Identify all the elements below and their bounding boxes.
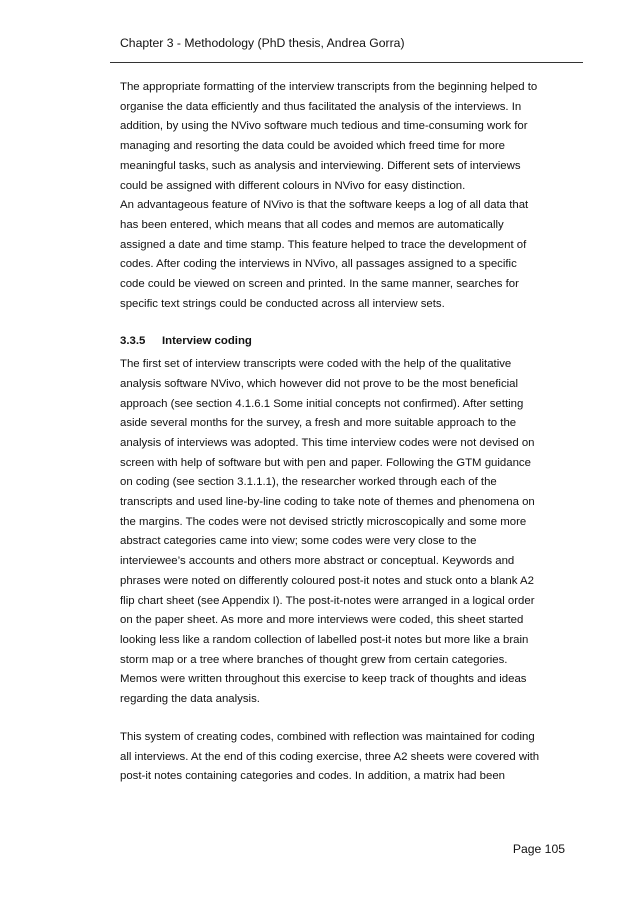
paragraph-nvivo-formatting [120, 78, 570, 196]
text-line: on coding (see section 3.1.1.1), the researcher worked through each of the [120, 476, 497, 489]
text-line: An advantageous feature of NVivo is that the software keeps a log of all data that [120, 199, 529, 212]
text-line: regarding the data analysis. [120, 693, 260, 706]
page-body [120, 78, 570, 787]
paragraph-nvivo-log-feature [120, 196, 570, 314]
section-number: 3.3.5 [120, 335, 146, 348]
running-header: Chapter 3 - Methodology (PhD thesis, Andrea Gorra) [120, 36, 405, 50]
text-line: analysis software NVivo, which however did not prove to be the most beneficial [120, 377, 519, 390]
text-line: has been entered, which means that all codes and memos are automatically [120, 218, 504, 231]
text-line: the margins. The codes were not devised strictly microscopically and some more [120, 515, 527, 528]
text-line: addition, by using the NVivo software much tedious and time-consuming work for [120, 120, 528, 133]
text-line: codes. After coding the interviews in NVivo, all passages assigned to a specific [120, 258, 517, 271]
text-line: The first set of interview transcripts were coded with the help of the qualitative [120, 358, 512, 371]
text-line: Memos were written throughout this exercise to keep track of thoughts and ideas [120, 673, 527, 686]
page-number: Page 105 [512, 842, 565, 856]
text-line: flip chart sheet (see Appendix I). The post-it-notes were arranged in a logical order [120, 594, 535, 607]
text-line: abstract categories came into view; some codes were very close to the [120, 535, 477, 548]
text-line: storm map or a tree where branches of thought grew from certain categories. [120, 653, 508, 666]
text-line: organise the data efficiently and thus facilitated the analysis of the interviews. In [120, 100, 522, 113]
text-line: meaningful tasks, such as analysis and interviewing. Different sets of interviews [120, 159, 521, 172]
text-line: could be assigned with different colours in NVivo for easy distinction. [120, 179, 466, 192]
text-line: This system of creating codes, combined with reflection was maintained for coding [120, 730, 535, 743]
text-line: phrases were noted on differently coloured post-it notes and stuck onto a blank A2 [120, 574, 534, 587]
text-line: on the paper sheet. As more and more interviews were coded, this sheet started [120, 614, 524, 627]
paragraph-interview-coding [120, 355, 570, 710]
text-line: managing and resorting the data could be avoided which freed time for more [120, 140, 505, 153]
text-line: code could be viewed on screen and printed. In the same manner, searches for [120, 278, 519, 291]
text-line: approach (see section 4.1.6.1 Some initial concepts not confirmed). After setting [120, 397, 524, 410]
text-line: assigned a date and time stamp. This feature helped to trace the development of [120, 238, 527, 251]
text-line: screen with help of software but with pen and paper. Following the GTM guidance [120, 456, 531, 469]
paragraph-coding-system [120, 728, 570, 787]
section-heading [120, 332, 570, 352]
text-line: post-it notes containing categories and codes. In addition, a matrix had been [120, 770, 505, 783]
section-title: Interview coding [162, 335, 252, 348]
text-line: specific text strings could be conducted across all interview sets. [120, 297, 445, 310]
text-line: looking less like a random collection of labelled post-it notes but more like a brain [120, 633, 529, 646]
text-line: The appropriate formatting of the interview transcripts from the beginning helped to [120, 81, 538, 93]
text-line: all interviews. At the end of this coding exercise, three A2 sheets were covered with [120, 750, 540, 763]
header-rule [110, 62, 583, 63]
paragraph-gap [120, 710, 570, 728]
text-line: analysis of interviews was adopted. This time interview codes were not devised on [120, 436, 535, 449]
text-line: aside several months for the survey, a fresh and more suitable approach to the [120, 417, 517, 430]
text-line: interviewee’s accounts and others more abstract or conceptual. Keywords and [120, 555, 515, 568]
text-line: transcripts and used line-by-line coding to take note of themes and phenomena on [120, 496, 535, 509]
